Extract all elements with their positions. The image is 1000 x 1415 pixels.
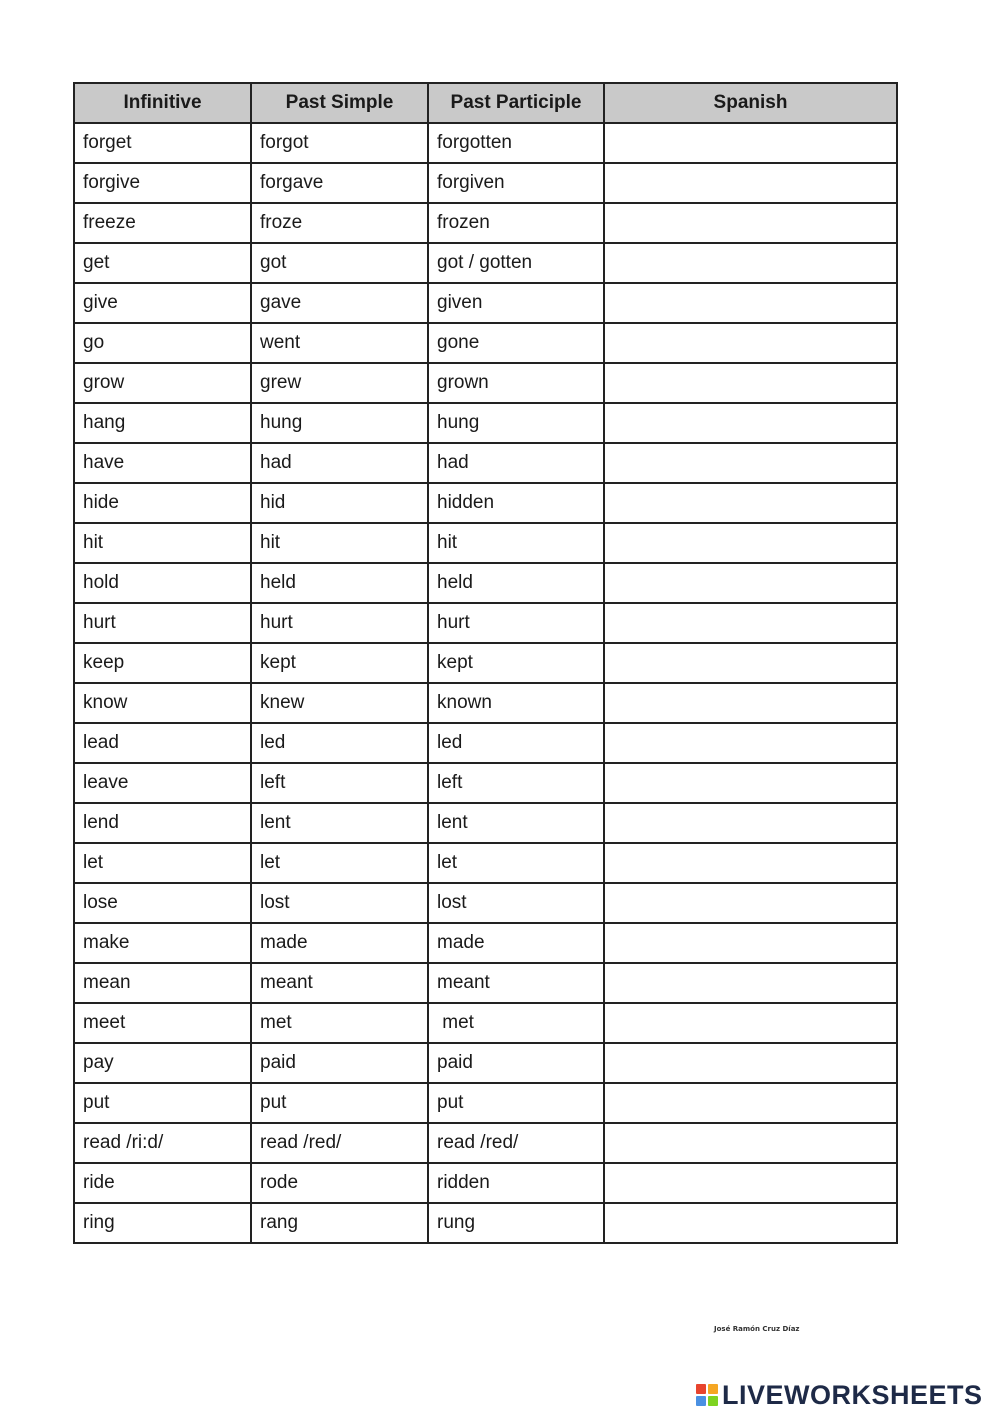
table-row	[74, 923, 897, 963]
cell-spanish[interactable]	[604, 323, 897, 363]
cell-past-participle: paid	[428, 1043, 604, 1083]
cell-past-participle: read /red/	[428, 1123, 604, 1163]
cell-spanish[interactable]	[604, 763, 897, 803]
liveworksheets-logo-icon	[696, 1384, 718, 1406]
liveworksheets-brand	[696, 1380, 983, 1410]
cell-past-participle: hit	[428, 523, 604, 563]
cell-spanish[interactable]	[604, 123, 897, 163]
cell-infinitive: read /ri:d/	[74, 1123, 251, 1163]
cell-spanish[interactable]	[604, 723, 897, 763]
cell-infinitive: let	[74, 843, 251, 883]
cell-past-simple: held	[251, 563, 428, 603]
cell-spanish[interactable]	[604, 203, 897, 243]
table-row	[74, 483, 897, 523]
cell-infinitive: pay	[74, 1043, 251, 1083]
table-row	[74, 443, 897, 483]
cell-past-simple: went	[251, 323, 428, 363]
cell-spanish[interactable]	[604, 243, 897, 283]
table-row	[74, 123, 897, 163]
cell-infinitive: leave	[74, 763, 251, 803]
cell-spanish[interactable]	[604, 1203, 897, 1243]
header-row	[74, 83, 897, 123]
cell-past-participle: lost	[428, 883, 604, 923]
cell-spanish[interactable]	[604, 483, 897, 523]
table-row	[74, 1163, 897, 1203]
header-past-simple: Past Simple	[251, 83, 428, 123]
table-row	[74, 1043, 897, 1083]
cell-past-simple: made	[251, 923, 428, 963]
cell-past-simple: forgave	[251, 163, 428, 203]
cell-infinitive: lend	[74, 803, 251, 843]
cell-past-participle: led	[428, 723, 604, 763]
cell-past-participle: got / gotten	[428, 243, 604, 283]
cell-infinitive: lead	[74, 723, 251, 763]
cell-spanish[interactable]	[604, 1003, 897, 1043]
cell-past-participle: given	[428, 283, 604, 323]
logo-square-e	[708, 1396, 718, 1406]
cell-past-simple: meant	[251, 963, 428, 1003]
cell-past-participle: met	[428, 1003, 604, 1043]
cell-past-participle: forgotten	[428, 123, 604, 163]
cell-past-simple: read /red/	[251, 1123, 428, 1163]
cell-infinitive: freeze	[74, 203, 251, 243]
cell-infinitive: forgive	[74, 163, 251, 203]
table-row	[74, 403, 897, 443]
table-row	[74, 203, 897, 243]
cell-infinitive: give	[74, 283, 251, 323]
table-row	[74, 803, 897, 843]
cell-past-simple: hung	[251, 403, 428, 443]
cell-infinitive: get	[74, 243, 251, 283]
cell-past-participle: forgiven	[428, 163, 604, 203]
cell-spanish[interactable]	[604, 523, 897, 563]
cell-past-simple: put	[251, 1083, 428, 1123]
table-header	[74, 83, 897, 123]
cell-past-simple: forgot	[251, 123, 428, 163]
cell-past-simple: paid	[251, 1043, 428, 1083]
table-row	[74, 523, 897, 563]
cell-past-simple: grew	[251, 363, 428, 403]
cell-spanish[interactable]	[604, 603, 897, 643]
author-credit: José Ramón Cruz Díaz	[714, 1325, 800, 1333]
cell-past-simple: lent	[251, 803, 428, 843]
cell-past-participle: held	[428, 563, 604, 603]
cell-past-participle: kept	[428, 643, 604, 683]
cell-past-simple: rode	[251, 1163, 428, 1203]
cell-past-participle: known	[428, 683, 604, 723]
table-row	[74, 843, 897, 883]
cell-infinitive: forget	[74, 123, 251, 163]
table-row	[74, 363, 897, 403]
cell-infinitive: keep	[74, 643, 251, 683]
cell-infinitive: mean	[74, 963, 251, 1003]
cell-past-simple: let	[251, 843, 428, 883]
cell-infinitive: meet	[74, 1003, 251, 1043]
cell-past-participle: grown	[428, 363, 604, 403]
cell-infinitive: ring	[74, 1203, 251, 1243]
cell-spanish[interactable]	[604, 443, 897, 483]
cell-past-simple: rang	[251, 1203, 428, 1243]
cell-spanish[interactable]	[604, 1163, 897, 1203]
cell-infinitive: put	[74, 1083, 251, 1123]
cell-past-simple: got	[251, 243, 428, 283]
cell-past-simple: froze	[251, 203, 428, 243]
cell-past-simple: gave	[251, 283, 428, 323]
cell-infinitive: have	[74, 443, 251, 483]
cell-infinitive: hide	[74, 483, 251, 523]
cell-past-participle: ridden	[428, 1163, 604, 1203]
table-row	[74, 243, 897, 283]
header-past-participle: Past Participle	[428, 83, 604, 123]
cell-past-simple: hurt	[251, 603, 428, 643]
cell-spanish[interactable]	[604, 683, 897, 723]
cell-past-participle: meant	[428, 963, 604, 1003]
cell-spanish[interactable]	[604, 1083, 897, 1123]
cell-infinitive: hit	[74, 523, 251, 563]
table-row	[74, 1123, 897, 1163]
cell-past-simple: led	[251, 723, 428, 763]
logo-square-v	[696, 1396, 706, 1406]
cell-spanish[interactable]	[604, 163, 897, 203]
logo-square-i	[708, 1384, 718, 1394]
table-row	[74, 323, 897, 363]
cell-past-participle: let	[428, 843, 604, 883]
cell-past-participle: made	[428, 923, 604, 963]
cell-past-simple: left	[251, 763, 428, 803]
cell-spanish[interactable]	[604, 843, 897, 883]
cell-past-participle: gone	[428, 323, 604, 363]
table-row	[74, 283, 897, 323]
cell-past-participle: lent	[428, 803, 604, 843]
cell-spanish[interactable]	[604, 1123, 897, 1163]
table-row	[74, 883, 897, 923]
table-row	[74, 1203, 897, 1243]
cell-spanish[interactable]	[604, 1043, 897, 1083]
cell-infinitive: lose	[74, 883, 251, 923]
cell-spanish[interactable]	[604, 923, 897, 963]
table-row	[74, 1083, 897, 1123]
cell-past-participle: rung	[428, 1203, 604, 1243]
cell-infinitive: make	[74, 923, 251, 963]
cell-past-participle: frozen	[428, 203, 604, 243]
table-row	[74, 683, 897, 723]
logo-square-l	[696, 1384, 706, 1394]
brand-name: LIVEWORKSHEETS	[722, 1379, 983, 1410]
table-row	[74, 643, 897, 683]
cell-infinitive: hold	[74, 563, 251, 603]
cell-spanish[interactable]	[604, 283, 897, 323]
cell-past-simple: knew	[251, 683, 428, 723]
table-row	[74, 603, 897, 643]
cell-past-simple: hid	[251, 483, 428, 523]
table-row	[74, 563, 897, 603]
cell-spanish[interactable]	[604, 363, 897, 403]
header-infinitive: Infinitive	[74, 83, 251, 123]
cell-past-participle: hurt	[428, 603, 604, 643]
cell-spanish[interactable]	[604, 803, 897, 843]
cell-past-simple: lost	[251, 883, 428, 923]
cell-past-simple: had	[251, 443, 428, 483]
cell-infinitive: go	[74, 323, 251, 363]
cell-past-simple: hit	[251, 523, 428, 563]
table-row	[74, 723, 897, 763]
cell-spanish[interactable]	[604, 563, 897, 603]
cell-spanish[interactable]	[604, 883, 897, 923]
cell-infinitive: ride	[74, 1163, 251, 1203]
cell-spanish[interactable]	[604, 963, 897, 1003]
cell-past-participle: put	[428, 1083, 604, 1123]
cell-infinitive: know	[74, 683, 251, 723]
cell-past-participle: left	[428, 763, 604, 803]
table-row	[74, 763, 897, 803]
cell-spanish[interactable]	[604, 403, 897, 443]
cell-past-participle: hidden	[428, 483, 604, 523]
cell-past-simple: kept	[251, 643, 428, 683]
table-row	[74, 163, 897, 203]
cell-infinitive: hurt	[74, 603, 251, 643]
table-body	[74, 123, 897, 1243]
cell-past-simple: met	[251, 1003, 428, 1043]
table-row	[74, 1003, 897, 1043]
cell-infinitive: grow	[74, 363, 251, 403]
cell-past-participle: hung	[428, 403, 604, 443]
header-spanish: Spanish	[604, 83, 897, 123]
cell-spanish[interactable]	[604, 643, 897, 683]
cell-infinitive: hang	[74, 403, 251, 443]
cell-past-participle: had	[428, 443, 604, 483]
table-row	[74, 963, 897, 1003]
irregular-verbs-table	[73, 82, 898, 1244]
